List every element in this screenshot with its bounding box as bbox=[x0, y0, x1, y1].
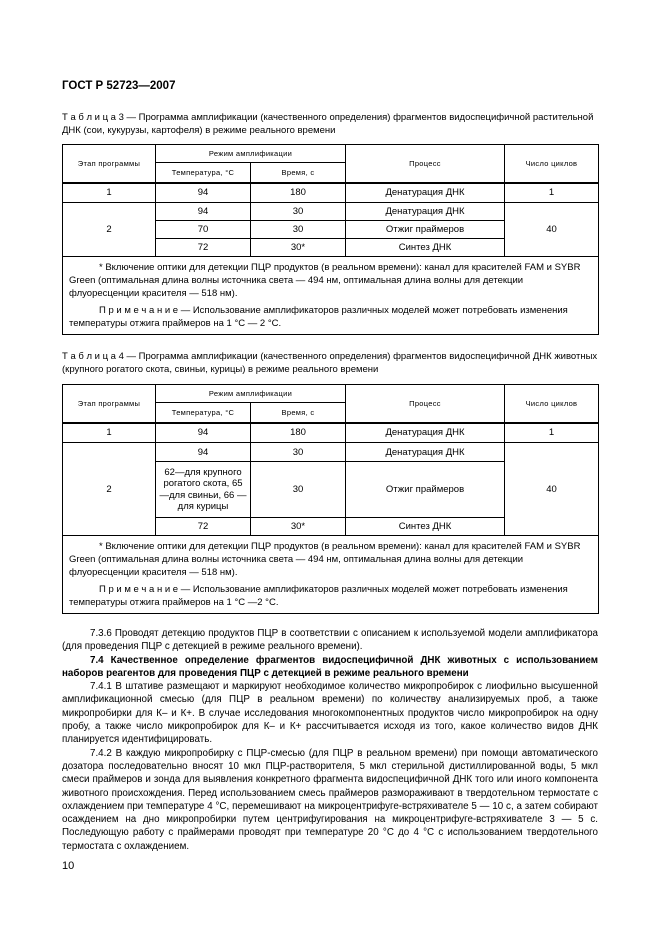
table-cell: 40 bbox=[505, 203, 599, 257]
paragraph-7-4-2: 7.4.2 В каждую микропробирку с ПЦР-смесью (для ПЦР в реальном времени) при помощи автоматического дозатора последовательно вносят 10 мкл ПЦР-растворителя, 5 мкл стерильной дистиллированной воды, 5 мкл смеси праймеров и зонда для выявления конкретного фрагмента видоспецифичной ДНК того или иного компонента животного происхождения. Перед использованием смесь праймеров размораживают в твердотельном термостате с охлаждением при температуре 4 °С, перемешивают на микроцентрифуге-встряхивателе 5 — 10 с, а затем собирают осаждением на дно микропробирки путем центрифугирования на микроцентрифуге-встряхивателе 3 — 5 с. Последующую работу с праймерами проводят при температуре 20 °С до 4 °С с использованием твердотельного термостата с охлаждением. bbox=[62, 747, 598, 852]
table-cell: Синтез ДНК bbox=[346, 239, 505, 257]
table3-footnote: * Включение оптики для детекции ПЦР продуктов (в реальном времени): канал для красителей FAM и SYBR Green (оптимальная длина волны источника света — 494 нм, оптимальная длина волны для детекции флуоресценции красителя — 518 нм). bbox=[69, 262, 581, 299]
table-cell: 180 bbox=[251, 183, 346, 203]
table4-label: Т а б л и ц а 4 bbox=[62, 351, 124, 362]
table4-notes bbox=[63, 536, 599, 614]
table4-head-process: Процесс bbox=[346, 385, 505, 423]
table-cell: Синтез ДНК bbox=[346, 518, 505, 536]
table-cell: Денатурация ДНК bbox=[346, 443, 505, 462]
table-cell: 72 bbox=[156, 239, 251, 257]
table-cell: 30 bbox=[251, 462, 346, 518]
table3-note-text: — Использование амплификаторов различных моделей может потребовать изменения температуры отжига праймеров на 1 °С — 2 °С. bbox=[69, 305, 568, 329]
table-cell: 1 bbox=[505, 183, 599, 203]
table3-label: Т а б л и ц а 3 bbox=[62, 112, 124, 123]
table4-head-temp: Температура, °С bbox=[156, 403, 251, 423]
table-cell: 70 bbox=[156, 221, 251, 239]
table3-caption bbox=[62, 111, 598, 137]
table-cell: Отжиг праймеров bbox=[346, 221, 505, 239]
table-cell: Отжиг праймеров bbox=[346, 462, 505, 518]
table4-head-time: Время, с bbox=[251, 403, 346, 423]
table4-note-text: — Использование амплификаторов различных моделей может потребовать изменения температуры отжига праймеров на 1 °С —2 °С. bbox=[69, 584, 568, 608]
table-cell: 30* bbox=[251, 518, 346, 536]
table4-footnote: * Включение оптики для детекции ПЦР продуктов (в реальном времени): канал для красителей FAM и SYBR Green (оптимальная длина волны источника света — 494 нм, оптимальная длина волны для детекции флуоресценции красителя — 518 нм). bbox=[69, 541, 581, 578]
table-cell: 94 bbox=[156, 443, 251, 462]
table4-head-cycles: Число циклов bbox=[505, 385, 599, 423]
table-cell: 2 bbox=[63, 203, 156, 257]
table3-head-temp: Температура, °С bbox=[156, 163, 251, 183]
table4-note-label: П р и м е ч а н и е bbox=[99, 584, 179, 595]
table-cell: 40 bbox=[505, 443, 599, 536]
table3-head-cycles: Число циклов bbox=[505, 145, 599, 183]
page-number: 10 bbox=[62, 860, 75, 872]
table3-head-process: Процесс bbox=[346, 145, 505, 183]
body-text bbox=[62, 627, 598, 853]
table4-caption bbox=[62, 350, 598, 376]
table3 bbox=[62, 144, 599, 335]
table4 bbox=[62, 384, 599, 614]
table4-title: — Программа амплификации (качественного определения) фрагментов видоспецифичной ДНК животных (крупного рогатого скота, свиньи, курицы) в режиме реального времени bbox=[62, 351, 598, 375]
table3-head-mode: Режим амплификации bbox=[156, 145, 346, 163]
table-cell: 62—для крупного рогатого скота, 65—для свиньи, 66 — для курицы bbox=[156, 462, 251, 518]
table-cell: Денатурация ДНК bbox=[346, 423, 505, 443]
table-cell: 2 bbox=[63, 443, 156, 536]
table3-title: — Программа амплификации (качественного определения) фрагментов видоспецифичной растительной ДНК (сои, кукурузы, картофеля) в режиме реального времени bbox=[62, 112, 594, 136]
table3-head-time: Время, с bbox=[251, 163, 346, 183]
paragraph-7-3-6: 7.3.6 Проводят детекцию продуктов ПЦР в соответствии с описанием к используемой модели амплификатора (для проведения ПЦР с детекцией в режиме реального времени). bbox=[62, 628, 598, 653]
table-cell: 30 bbox=[251, 443, 346, 462]
table-cell: 30 bbox=[251, 203, 346, 221]
table-cell: 30 bbox=[251, 221, 346, 239]
table-cell: 1 bbox=[505, 423, 599, 443]
table-cell: 94 bbox=[156, 203, 251, 221]
section-heading-7-4: 7.4 Качественное определение фрагментов видоспецифичной ДНК животных с использованием наборов реагентов для проведения ПЦР с детекцией в режиме реального времени bbox=[62, 654, 598, 679]
table4-head-mode: Режим амплификации bbox=[156, 385, 346, 403]
table3-notes bbox=[63, 257, 599, 335]
standard-header: ГОСТ Р 52723—2007 bbox=[62, 80, 176, 92]
table-cell: 94 bbox=[156, 183, 251, 203]
table-cell: 1 bbox=[63, 183, 156, 203]
table-cell: Денатурация ДНК bbox=[346, 203, 505, 221]
table4-head-stage: Этап программы bbox=[63, 385, 156, 423]
table3-head-stage: Этап программы bbox=[63, 145, 156, 183]
paragraph-7-4-1: 7.4.1 В штативе размещают и маркируют необходимое количество микропробирок с лиофильно высушенной амплификационной смесью (для ПЦР в реальном времени) по количеству анализируемых проб, а также микропробирки для К– и К+. В случае исследования многокомпонентных продуктов число микропробирок на одну пробу, а также число микропробирок для К– и К+ рассчитывается исходя из того, какое количество видов ДНК планируется идентифицировать. bbox=[62, 681, 598, 746]
table-cell: 30* bbox=[251, 239, 346, 257]
table-cell: 72 bbox=[156, 518, 251, 536]
table-cell: 180 bbox=[251, 423, 346, 443]
table-cell: 94 bbox=[156, 423, 251, 443]
table-cell: Денатурация ДНК bbox=[346, 183, 505, 203]
table3-note-label: П р и м е ч а н и е bbox=[99, 305, 179, 316]
table-cell: 1 bbox=[63, 423, 156, 443]
